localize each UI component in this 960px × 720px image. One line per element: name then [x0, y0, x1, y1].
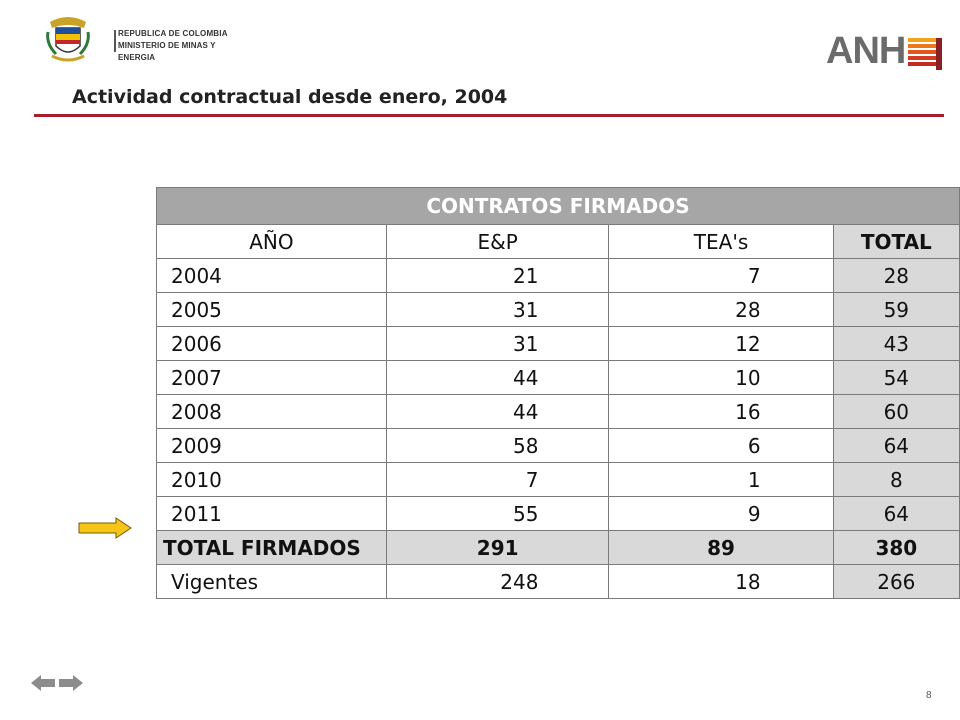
cell-ep: 44 [386, 361, 609, 395]
contracts-table [156, 187, 960, 599]
cell-tea: 10 [609, 361, 833, 395]
column-header-tea: TEA's [609, 225, 833, 259]
cell-totals-tea: 89 [609, 531, 833, 565]
column-header-year: AÑO [157, 225, 387, 259]
column-header-total: TOTAL [833, 225, 959, 259]
cell-year: 2007 [157, 361, 387, 395]
cell-tea: 6 [609, 429, 833, 463]
anh-stripes-icon [908, 38, 942, 70]
cell-total: 28 [833, 259, 959, 293]
cell-year: 2004 [157, 259, 387, 293]
government-name [118, 28, 234, 64]
table-row [157, 395, 960, 429]
totals-row [157, 531, 960, 565]
cell-tea: 12 [609, 327, 833, 361]
right-arrow-icon[interactable] [58, 674, 84, 692]
cell-year: 2010 [157, 463, 387, 497]
cell-total: 8 [833, 463, 959, 497]
right-arrow-icon [78, 517, 132, 539]
cell-year: 2005 [157, 293, 387, 327]
cell-year: 2006 [157, 327, 387, 361]
cell-year: 2008 [157, 395, 387, 429]
cell-ep: 21 [386, 259, 609, 293]
cell-tea: 16 [609, 395, 833, 429]
cell-total: 54 [833, 361, 959, 395]
cell-total: 64 [833, 429, 959, 463]
anh-logo [826, 30, 946, 74]
left-arrow-icon[interactable] [30, 674, 56, 692]
cell-ep: 58 [386, 429, 609, 463]
gov-line-1: REPUBLICA DE COLOMBIA [118, 29, 228, 38]
vigentes-row [157, 565, 960, 599]
cell-totals-total: 380 [833, 531, 959, 565]
table-row [157, 259, 960, 293]
title-divider [34, 114, 944, 117]
column-header-ep: E&P [386, 225, 609, 259]
cell-total: 60 [833, 395, 959, 429]
cell-ep: 55 [386, 497, 609, 531]
cell-totals-ep: 291 [386, 531, 609, 565]
table-caption-row [157, 188, 960, 225]
cell-total: 64 [833, 497, 959, 531]
cell-total: 59 [833, 293, 959, 327]
cell-tea: 1 [609, 463, 833, 497]
cell-total: 43 [833, 327, 959, 361]
cell-tea: 9 [609, 497, 833, 531]
cell-ep: 44 [386, 395, 609, 429]
coat-of-arms-icon [44, 14, 92, 64]
slide-title: Actividad contractual desde enero, 2004 [72, 86, 508, 108]
table-row [157, 463, 960, 497]
table-row [157, 429, 960, 463]
table-row [157, 293, 960, 327]
table-row [157, 497, 960, 531]
cell-vigentes-total: 266 [833, 565, 959, 599]
cell-ep: 7 [386, 463, 609, 497]
contracts-table-container [156, 187, 960, 599]
table-row [157, 327, 960, 361]
cell-vigentes-label: Vigentes [157, 565, 387, 599]
cell-year: 2011 [157, 497, 387, 531]
anh-logo-text: ANH [826, 30, 906, 72]
cell-ep: 31 [386, 327, 609, 361]
gov-line-2: MINISTERIO DE MINAS Y ENERGIA [118, 41, 216, 62]
column-header-row [157, 225, 960, 259]
cell-ep: 31 [386, 293, 609, 327]
cell-tea: 7 [609, 259, 833, 293]
cell-tea: 28 [609, 293, 833, 327]
cell-year: 2009 [157, 429, 387, 463]
cell-totals-label: TOTAL FIRMADOS [157, 531, 387, 565]
cell-vigentes-ep: 248 [386, 565, 609, 599]
table-row [157, 361, 960, 395]
page-number: 8 [926, 690, 932, 701]
cell-vigentes-tea: 18 [609, 565, 833, 599]
table-caption: CONTRATOS FIRMADOS [157, 188, 960, 225]
government-logo [44, 14, 234, 66]
slide-navigation [30, 674, 86, 694]
